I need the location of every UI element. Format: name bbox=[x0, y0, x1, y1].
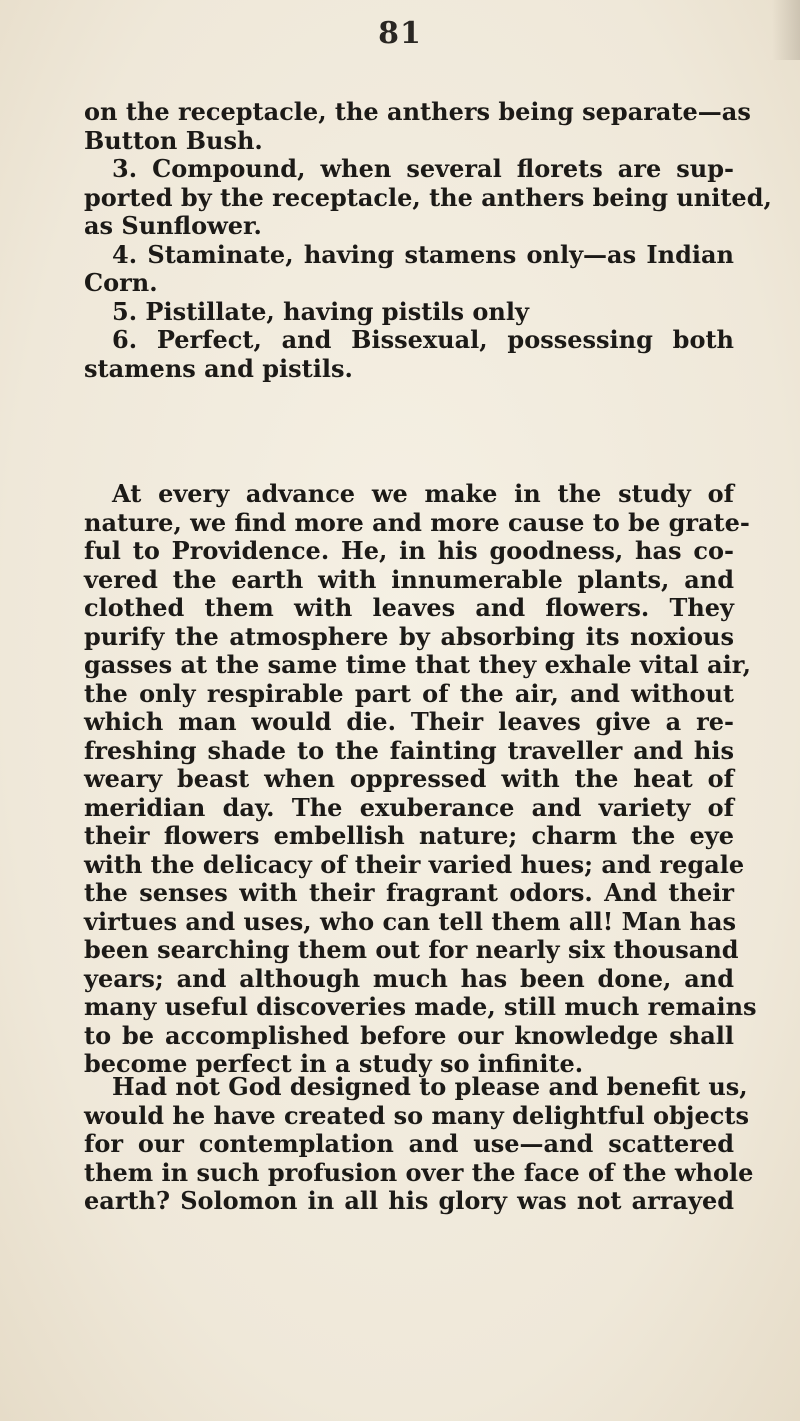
text-line: weary beast when oppressed with the heat of bbox=[84, 764, 734, 793]
text-line: as Sunflower. bbox=[84, 211, 262, 240]
text-line: been searching them out for nearly six thousand bbox=[84, 935, 739, 964]
text-line: for our contemplation and use—and scattered bbox=[84, 1129, 734, 1158]
paragraph-providence bbox=[84, 479, 757, 1079]
text-line: 5. Pistillate, having pistils only bbox=[112, 296, 529, 326]
paragraph-god-designed bbox=[84, 1072, 754, 1216]
text-line: ful to Providence. He, in his goodness, has co- bbox=[84, 536, 734, 565]
text-line: years; and although much has been done, and bbox=[84, 963, 734, 993]
text-line: gasses at the same time that they exhale vital air, bbox=[84, 650, 751, 679]
text-line: meridian day. The exuberance and variety of bbox=[84, 792, 734, 822]
text-line: earth? Solomon in all his glory was not arrayed bbox=[84, 1186, 734, 1215]
text-line: which man would die. Their leaves give a re- bbox=[84, 707, 734, 736]
text-line: their flowers embellish nature; charm the eye bbox=[84, 821, 734, 850]
text-line: 6. Perfect, and Bissexual, possessing both bbox=[112, 325, 734, 354]
text-line: to be accomplished before our knowledge shall bbox=[84, 1020, 734, 1050]
text-line: ported by the receptacle, the anthers being united, bbox=[84, 182, 772, 212]
text-line: Button Bush. bbox=[84, 125, 263, 155]
text-line: 3. Compound, when several florets are sup- bbox=[112, 154, 734, 183]
text-line: vered the earth with innumerable plants, and bbox=[84, 564, 734, 594]
text-line: purify the atmosphere by absorbing its noxious bbox=[84, 621, 734, 651]
text-line: become perfect in a study so infinite. bbox=[84, 1049, 584, 1078]
page-number: 81 bbox=[378, 16, 422, 51]
text-line: nature, we find more and more cause to be grate- bbox=[84, 507, 750, 537]
paragraph-flower-types bbox=[84, 97, 772, 383]
text-line: clothed them with leaves and flowers. They bbox=[84, 593, 734, 622]
text-line: At every advance we make in the study of bbox=[112, 479, 734, 508]
text-line: the only respirable part of the air, and without bbox=[84, 678, 734, 708]
text-line: with the delicacy of their varied hues; and regale bbox=[84, 849, 745, 879]
text-line: Corn. bbox=[84, 268, 158, 297]
text-line: 4. Staminate, having stamens only—as Indian bbox=[112, 239, 734, 269]
text-line: virtues and uses, who can tell them all! Man has bbox=[84, 906, 737, 936]
text-line: would he have created so many delightful objects bbox=[84, 1100, 749, 1130]
text-line: Had not God designed to please and benefit us, bbox=[112, 1072, 748, 1101]
text-line: them in such profusion over the face of the whole bbox=[84, 1157, 754, 1187]
text-line: on the receptacle, the anthers being separate—as bbox=[84, 97, 751, 126]
text-line: freshing shade to the fainting traveller and his bbox=[84, 735, 734, 765]
text-line: stamens and pistils. bbox=[84, 353, 353, 383]
text-line: the senses with their fragrant odors. And their bbox=[84, 878, 734, 907]
text-line: many useful discoveries made, still much remains bbox=[84, 992, 757, 1021]
